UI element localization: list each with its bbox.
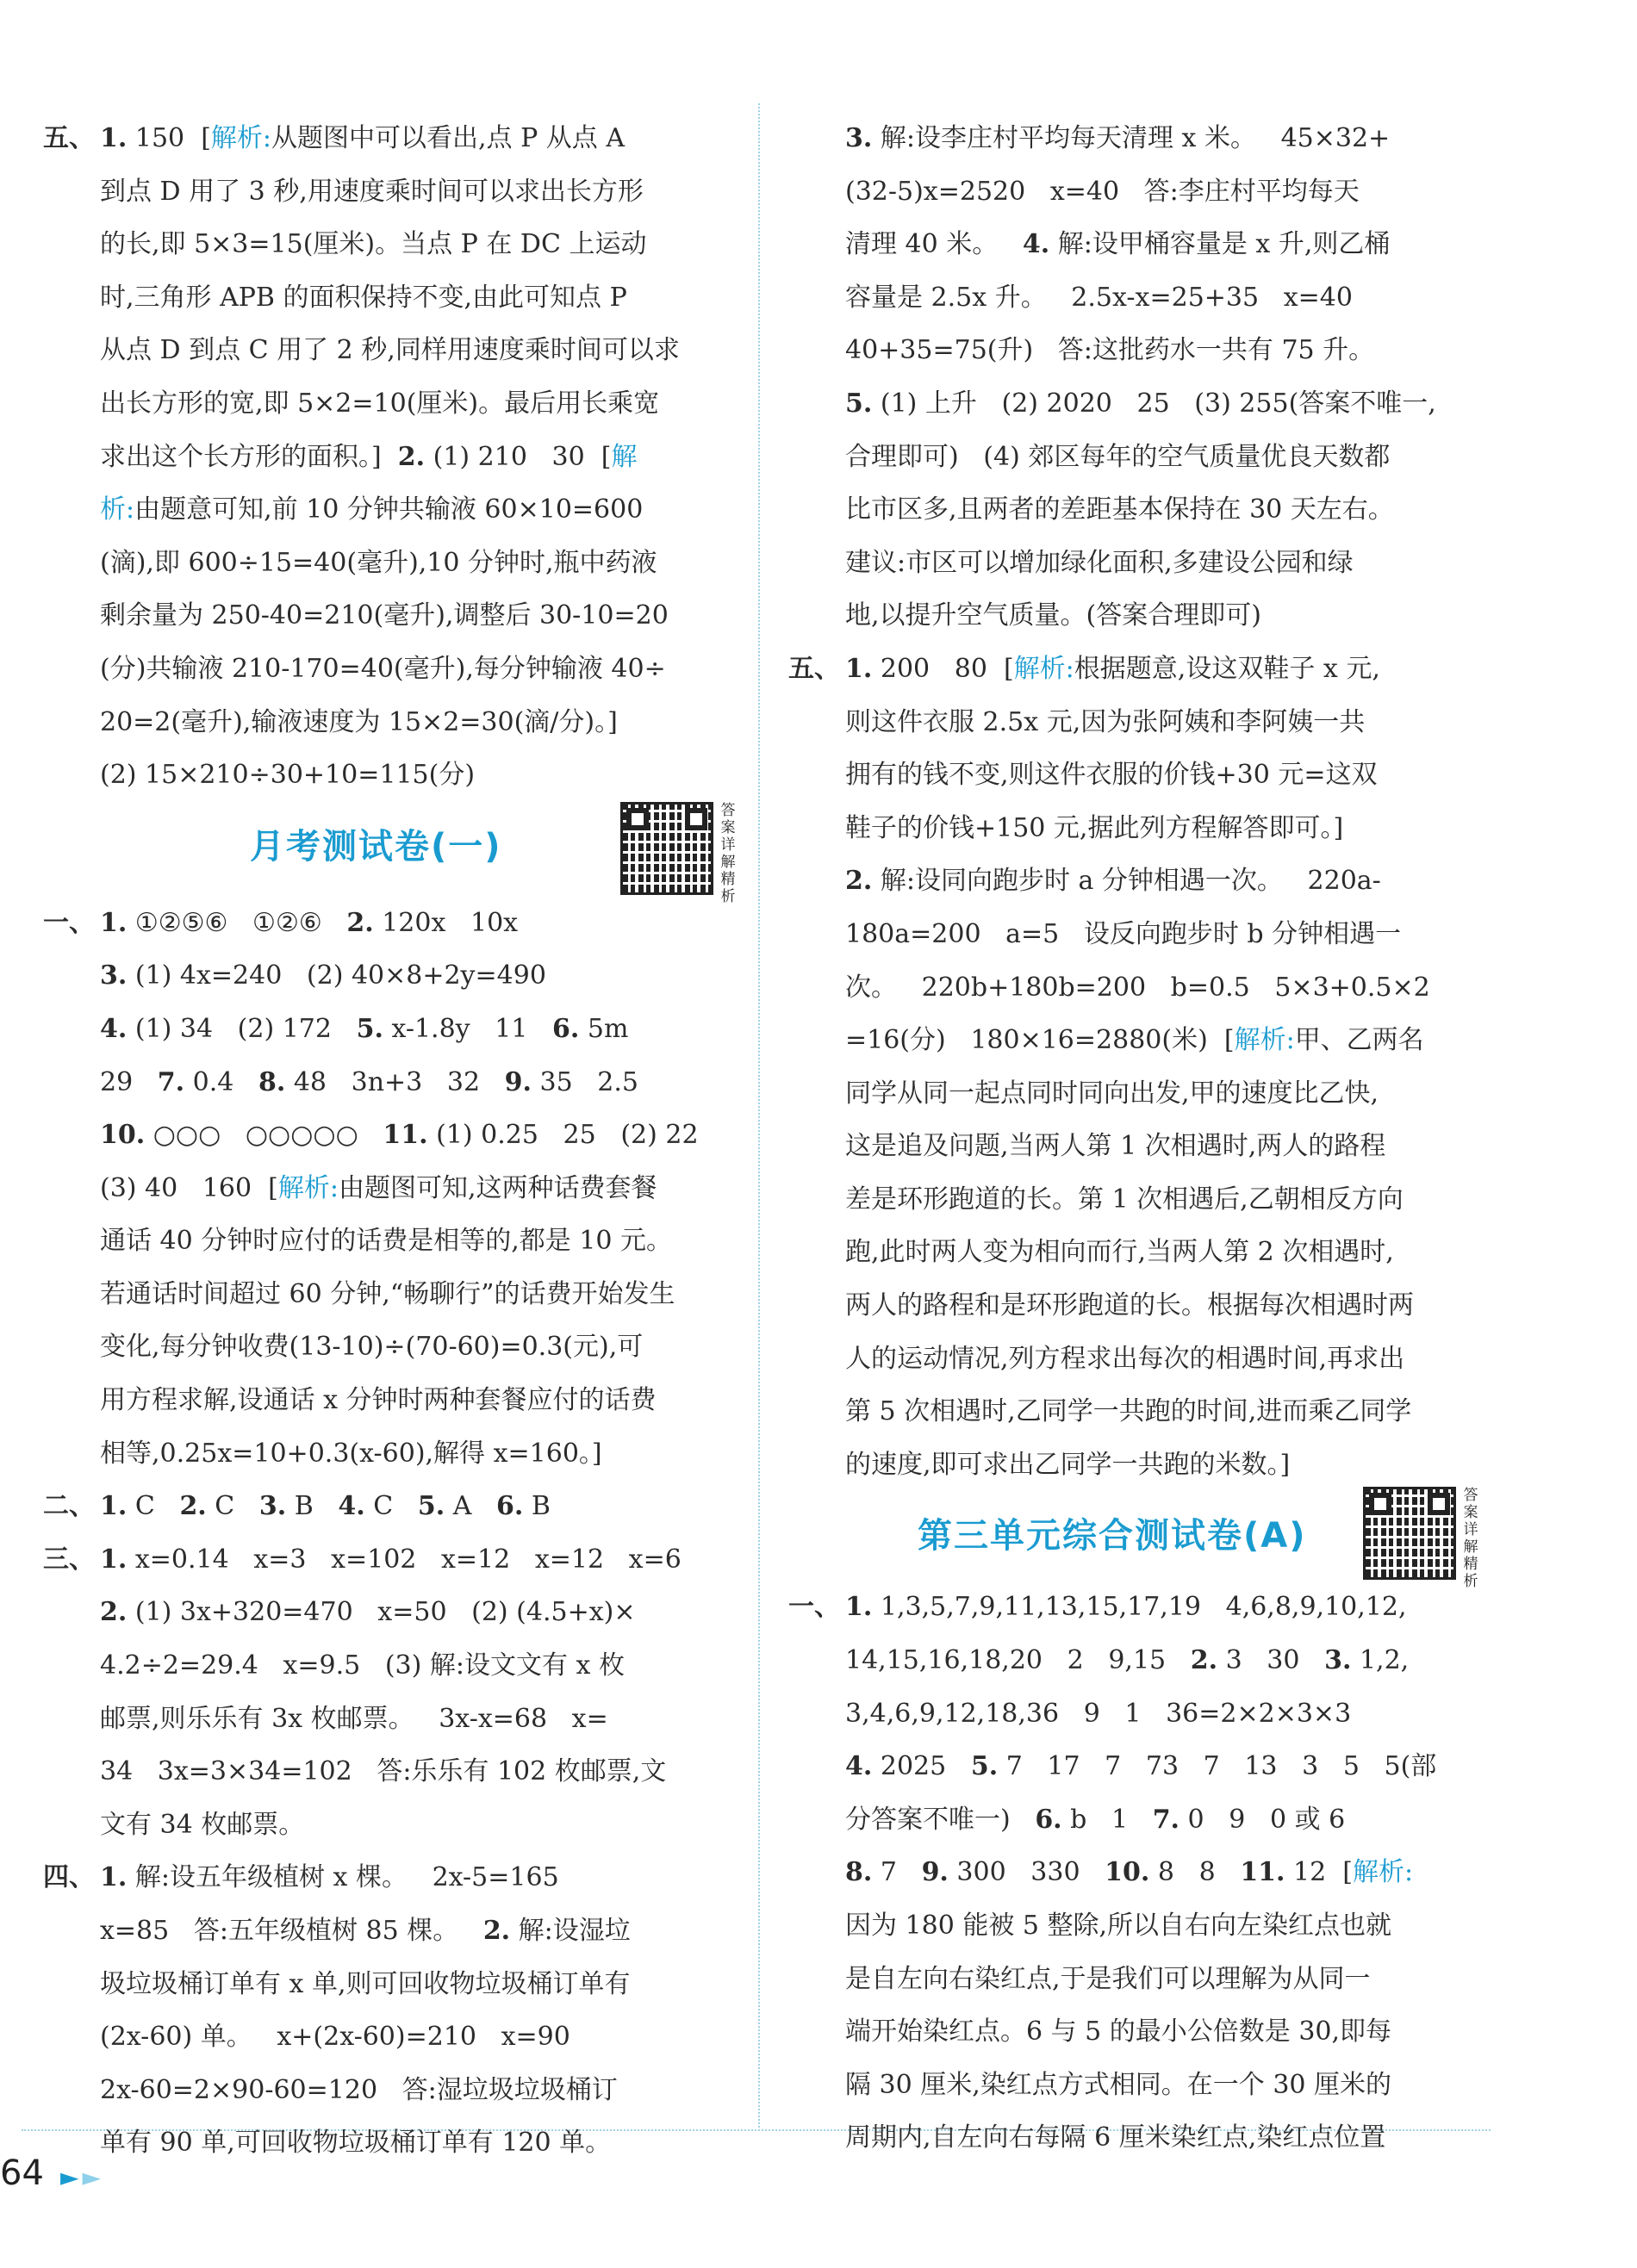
text-line: 一、 1. ①②⑤⑥ ①②⑥ 2. 120x 10x xyxy=(43,907,519,938)
text-line: 2. (1) 3x+320=470 x=50 (2) (4.5+x)× xyxy=(100,1597,636,1628)
text-line: 出长方形的宽,即 5×2=10(厘米)。最后用长乘宽 xyxy=(100,388,660,419)
text-line: 五、 1. 200 80 [解析:根据题意,设这双鞋子 x 元, xyxy=(788,653,1380,684)
text-line: (分)共输液 210-170=40(毫升),每分钟输液 40÷ xyxy=(100,653,666,684)
qr-code-icon[interactable] xyxy=(620,802,713,895)
page-arrows xyxy=(60,2163,104,2191)
section-heading xyxy=(43,801,741,905)
text-line: 10. ○○○ ○○○○○ 11. (1) 0.25 25 (2) 22 xyxy=(100,1120,699,1151)
text-line: 到点 D 用了 3 秒,用速度乘时间可以求出长方形 xyxy=(100,176,644,207)
text-line: 拥有的钱不变,则这件衣服的价钱+30 元=这双 xyxy=(845,760,1378,791)
text-line: 的速度,即可求出乙同学一共跑的米数。] xyxy=(845,1449,1291,1480)
text-line: 次。 220b+180b=200 b=0.5 5×3+0.5×2 xyxy=(845,972,1430,1003)
text-line: 五、 1. 150 [解析:从题图中可以看出,点 P 从点 A xyxy=(43,123,626,153)
text-line: 2x-60=2×90-60=120 答:湿垃圾垃圾桶订 xyxy=(100,2074,618,2105)
text-line: 同学从同一起点同时同向出发,甲的速度比乙快, xyxy=(845,1078,1379,1109)
text-line: 20=2(毫升),输液速度为 15×2=30(滴/分)。] xyxy=(100,706,618,737)
section-heading xyxy=(788,1487,1491,1591)
text-line: 这是追及问题,当两人第 1 次相遇时,两人的路程 xyxy=(845,1131,1386,1162)
text-line: 析:由题意可知,前 10 分钟共输液 60×10=600 xyxy=(100,494,644,525)
text-line: 是自左向右染红点,于是我们可以理解为从同一 xyxy=(845,1963,1371,1994)
text-line: 单有 90 单,可回收物垃圾桶订单有 120 单。 xyxy=(100,2128,612,2159)
text-line: 两人的路程和是环形跑道的长。根据每次相遇时两 xyxy=(845,1290,1414,1321)
text-line: 的长,即 5×3=15(厘米)。当点 P 在 DC 上运动 xyxy=(100,229,647,260)
text-line: 180a=200 a=5 设反向跑步时 b 分钟相遇一 xyxy=(845,918,1402,949)
text-line: 40+35=75(升) 答:这批药水一共有 75 升。 xyxy=(845,335,1375,366)
arrow-right-icon: ► xyxy=(82,2163,105,2191)
text-line: 相等,0.25x=10+0.3(x-60),解得 x=160。] xyxy=(100,1438,602,1469)
text-line: 用方程求解,设通话 x 分钟时两种套餐应付的话费 xyxy=(100,1385,657,1416)
right-column xyxy=(788,112,1491,2165)
text-line: 14,15,16,18,20 2 9,15 2. 3 30 3. 1,2, xyxy=(845,1645,1410,1676)
column-divider xyxy=(758,103,760,2128)
text-line: 圾垃圾桶订单有 x 单,则可回收物垃圾桶订单有 xyxy=(100,1968,631,1999)
text-line: 从点 D 到点 C 用了 2 秒,同样用速度乘时间可以求 xyxy=(100,335,680,366)
text-line: 地,以提升空气质量。(答案合理即可) xyxy=(845,600,1261,631)
text-line: 29 7. 0.4 8. 48 3n+3 32 9. 35 2.5 xyxy=(100,1066,639,1097)
text-line: 剩余量为 250-40=210(毫升),调整后 30-10=20 xyxy=(100,600,669,631)
text-line: 四、 1. 解:设五年级植树 x 棵。 2x-5=165 xyxy=(43,1862,559,1893)
text-line: (32-5)x=2520 x=40 答:李庄村平均每天 xyxy=(845,176,1360,207)
qr-caption: 答案详解精析 xyxy=(720,801,736,905)
page-number: 64 xyxy=(0,2153,44,2193)
text-line: 二、 1. C 2. C 3. B 4. C 5. A 6. B xyxy=(43,1491,551,1522)
text-line: 因为 180 能被 5 整除,所以自右向左染红点也就 xyxy=(845,1911,1392,1941)
text-line: 容量是 2.5x 升。 2.5x-x=25+35 x=40 xyxy=(845,282,1353,313)
text-line: 4.2÷2=29.4 x=9.5 (3) 解:设文文有 x 枚 xyxy=(100,1650,625,1681)
text-line: 求出这个长方形的面积。] 2. (1) 210 30 [解 xyxy=(100,441,638,472)
text-line: =16(分) 180×16=2880(米) [解析:甲、乙两名 xyxy=(845,1025,1424,1056)
text-line: 第 5 次相遇时,乙同学一共跑的时间,进而乘乙同学 xyxy=(845,1396,1412,1427)
text-line: x=85 答:五年级植树 85 棵。 2. 解:设湿垃 xyxy=(100,1916,631,1946)
text-line: 则这件衣服 2.5x 元,因为张阿姨和李阿姨一共 xyxy=(845,706,1366,737)
text-line: 鞋子的价钱+150 元,据此列方程解答即可。] xyxy=(845,812,1344,843)
text-line: 人的运动情况,列方程求出每次的相遇时间,再求出 xyxy=(845,1343,1405,1374)
test-title: 第三单元综合测试卷(A) xyxy=(918,1516,1307,1557)
text-line: 隔 30 厘米,染红点方式相同。在一个 30 厘米的 xyxy=(845,2069,1392,2100)
text-line: 差是环形跑道的长。第 1 次相遇后,乙朝相反方向 xyxy=(845,1184,1404,1215)
text-line: 一、 1. 1,3,5,7,9,11,13,15,17,19 4,6,8,9,10,12, xyxy=(788,1592,1407,1623)
text-line: (3) 40 160 [解析:由题图可知,这两种话费套餐 xyxy=(100,1172,657,1203)
text-line: 三、 1. x=0.14 x=3 x=102 x=12 x=12 x=6 xyxy=(43,1544,682,1575)
text-line: 比市区多,且两者的差距基本保持在 30 天左右。 xyxy=(845,494,1394,525)
qr-caption: 答案详解精析 xyxy=(1463,1487,1478,1591)
left-column xyxy=(43,112,741,2170)
text-line: 8. 7 9. 300 330 10. 8 8 11. 12 [解析: xyxy=(845,1857,1414,1888)
text-line: (2x-60) 单。 x+(2x-60)=210 x=90 xyxy=(100,2022,570,2053)
text-line: 3,4,6,9,12,18,36 9 1 36=2×2×3×3 xyxy=(845,1698,1352,1729)
text-line: 跑,此时两人变为相向而行,当两人第 2 次相遇时, xyxy=(845,1237,1394,1268)
text-line: 34 3x=3×34=102 答:乐乐有 102 枚邮票,文 xyxy=(100,1756,667,1787)
text-line: 清理 40 米。 4. 解:设甲桶容量是 x 升,则乙桶 xyxy=(845,229,1391,260)
text-line: 4. (1) 34 (2) 172 5. x-1.8y 11 6. 5m xyxy=(100,1013,629,1044)
text-line: (滴),即 600÷15=40(毫升),10 分钟时,瓶中药液 xyxy=(100,547,657,578)
qr-code-icon[interactable] xyxy=(1363,1487,1456,1580)
text-line: 2. 解:设同向跑步时 a 分钟相遇一次。 220a- xyxy=(845,866,1381,897)
text-line: 3. 解:设李庄村平均每天清理 x 米。 45×32+ xyxy=(845,123,1391,153)
arrow-right-icon: ► xyxy=(60,2163,83,2191)
text-line: 变化,每分钟收费(13-10)÷(70-60)=0.3(元),可 xyxy=(100,1332,644,1363)
text-line: 建议:市区可以增加绿化面积,多建设公园和绿 xyxy=(845,547,1354,578)
text-line: 周期内,自左向右每隔 6 厘米染红点,染红点位置 xyxy=(845,2122,1386,2153)
test-title: 月考测试卷(一) xyxy=(250,826,502,867)
text-line: 邮票,则乐乐有 3x 枚邮票。 3x-x=68 x= xyxy=(100,1703,608,1734)
text-line: 若通话时间超过 60 分钟,“畅聊行”的话费开始发生 xyxy=(100,1278,675,1309)
text-line: 时,三角形 APB 的面积保持不变,由此可知点 P xyxy=(100,282,627,313)
text-line: 5. (1) 上升 (2) 2020 25 (3) 255(答案不唯一, xyxy=(845,388,1436,419)
text-line: (2) 15×210÷30+10=115(分) xyxy=(100,760,476,791)
text-line: 3. (1) 4x=240 (2) 40×8+2y=490 xyxy=(100,960,546,991)
text-line: 通话 40 分钟时应付的话费是相等的,都是 10 元。 xyxy=(100,1226,673,1257)
text-line: 合理即可) (4) 郊区每年的空气质量优良天数都 xyxy=(845,441,1391,472)
text-line: 4. 2025 5. 7 17 7 73 7 13 3 5 5(部 xyxy=(845,1751,1437,1782)
text-line: 分答案不唯一) 6. b 1 7. 0 9 0 或 6 xyxy=(845,1804,1346,1835)
text-line: 端开始染红点。6 与 5 的最小公倍数是 30,即每 xyxy=(845,2016,1392,2047)
text-line: 文有 34 枚邮票。 xyxy=(100,1809,305,1840)
